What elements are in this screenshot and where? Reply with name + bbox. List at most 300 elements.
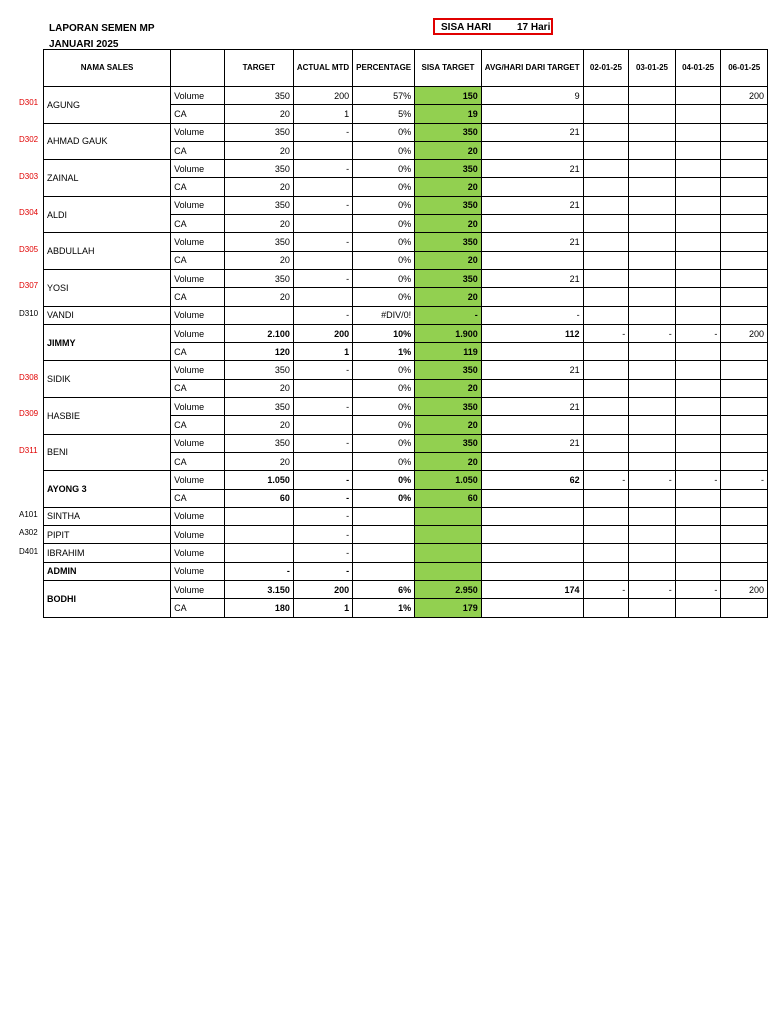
date-2-cell bbox=[629, 160, 676, 178]
percentage-cell: 0% bbox=[353, 251, 415, 269]
date-1-cell bbox=[583, 361, 629, 379]
date-3-cell bbox=[675, 160, 721, 178]
avg-cell: 21 bbox=[481, 434, 583, 452]
actual-cell: - bbox=[293, 306, 352, 324]
table-row bbox=[44, 269, 768, 287]
date-3-cell bbox=[675, 526, 721, 544]
percentage-cell: 0% bbox=[353, 489, 415, 507]
actual-cell: 1 bbox=[293, 343, 352, 361]
avg-cell: 112 bbox=[481, 324, 583, 342]
actual-cell: - bbox=[293, 562, 352, 580]
target-cell: 2.100 bbox=[224, 324, 293, 342]
date-2-cell: - bbox=[629, 471, 676, 489]
target-cell: 1.050 bbox=[224, 471, 293, 489]
sisa-target-cell: 20 bbox=[415, 215, 482, 233]
percentage-cell: 0% bbox=[353, 215, 415, 233]
target-cell: 20 bbox=[224, 416, 293, 434]
avg-cell: 21 bbox=[481, 361, 583, 379]
date-2-cell bbox=[629, 416, 676, 434]
sales-name: HASBIE bbox=[44, 398, 171, 435]
percentage-cell: 5% bbox=[353, 105, 415, 123]
sisa-target-cell bbox=[415, 562, 482, 580]
metric-label: Volume bbox=[171, 361, 225, 379]
target-cell: 120 bbox=[224, 343, 293, 361]
date-3-cell bbox=[675, 123, 721, 141]
avg-cell: 62 bbox=[481, 471, 583, 489]
avg-cell: 21 bbox=[481, 398, 583, 416]
percentage-cell: 0% bbox=[353, 233, 415, 251]
date-1-cell bbox=[583, 544, 629, 562]
metric-label: CA bbox=[171, 178, 225, 196]
date-3-cell bbox=[675, 599, 721, 617]
percentage-cell: 1% bbox=[353, 343, 415, 361]
target-cell: 350 bbox=[224, 196, 293, 214]
sisa-target-cell: 60 bbox=[415, 489, 482, 507]
sales-code: A101 bbox=[19, 510, 38, 520]
date-2-cell bbox=[629, 288, 676, 306]
sisa-target-cell: 20 bbox=[415, 288, 482, 306]
target-cell bbox=[224, 526, 293, 544]
actual-cell: 200 bbox=[293, 324, 352, 342]
date-3-cell: - bbox=[675, 324, 721, 342]
date-4-cell bbox=[721, 526, 768, 544]
date-2-cell bbox=[629, 544, 676, 562]
header-metric bbox=[171, 50, 225, 87]
date-4-cell bbox=[721, 398, 768, 416]
date-1-cell bbox=[583, 269, 629, 287]
header-target: TARGET bbox=[224, 50, 293, 87]
date-2-cell bbox=[629, 105, 676, 123]
sisa-target-cell: 1.900 bbox=[415, 324, 482, 342]
sales-code: D311 bbox=[19, 446, 38, 455]
sales-report-table bbox=[43, 49, 768, 618]
date-4-cell bbox=[721, 269, 768, 287]
percentage-cell: 0% bbox=[353, 471, 415, 489]
date-2-cell bbox=[629, 251, 676, 269]
metric-label: CA bbox=[171, 288, 225, 306]
actual-cell: 1 bbox=[293, 599, 352, 617]
date-3-cell bbox=[675, 379, 721, 397]
avg-cell bbox=[481, 105, 583, 123]
date-3-cell bbox=[675, 306, 721, 324]
target-cell: 20 bbox=[224, 215, 293, 233]
percentage-cell bbox=[353, 507, 415, 525]
percentage-cell: 0% bbox=[353, 196, 415, 214]
actual-cell bbox=[293, 379, 352, 397]
percentage-cell: 10% bbox=[353, 324, 415, 342]
date-3-cell bbox=[675, 544, 721, 562]
date-3-cell bbox=[675, 269, 721, 287]
sisa-target-cell: 2.950 bbox=[415, 581, 482, 599]
avg-cell bbox=[481, 288, 583, 306]
sisa-target-cell: 20 bbox=[415, 178, 482, 196]
date-2-cell bbox=[629, 343, 676, 361]
date-4-cell bbox=[721, 343, 768, 361]
metric-label: Volume bbox=[171, 123, 225, 141]
date-1-cell: - bbox=[583, 471, 629, 489]
metric-label: Volume bbox=[171, 306, 225, 324]
sales-code: D307 bbox=[19, 281, 39, 291]
percentage-cell: 0% bbox=[353, 452, 415, 470]
date-1-cell bbox=[583, 416, 629, 434]
date-3-cell bbox=[675, 215, 721, 233]
sales-name: AYONG 3 bbox=[44, 471, 171, 508]
sales-code: D302 bbox=[19, 134, 39, 144]
date-1-cell bbox=[583, 452, 629, 470]
actual-cell: - bbox=[293, 526, 352, 544]
sisa-target-cell bbox=[415, 526, 482, 544]
metric-label: Volume bbox=[171, 526, 225, 544]
percentage-cell bbox=[353, 544, 415, 562]
date-4-cell bbox=[721, 251, 768, 269]
date-1-cell bbox=[583, 196, 629, 214]
actual-cell: - bbox=[293, 544, 352, 562]
actual-cell: - bbox=[293, 507, 352, 525]
date-2-cell bbox=[629, 507, 676, 525]
date-4-cell bbox=[721, 452, 768, 470]
date-4-cell bbox=[721, 196, 768, 214]
date-4-cell: - bbox=[721, 471, 768, 489]
sisa-target-cell bbox=[415, 544, 482, 562]
date-2-cell bbox=[629, 489, 676, 507]
percentage-cell: #DIV/0! bbox=[353, 306, 415, 324]
date-3-cell bbox=[675, 87, 721, 105]
avg-cell bbox=[481, 251, 583, 269]
date-2-cell bbox=[629, 379, 676, 397]
target-cell: 180 bbox=[224, 599, 293, 617]
sales-name: JIMMY bbox=[44, 324, 171, 361]
date-1-cell bbox=[583, 306, 629, 324]
sales-code: D305 bbox=[19, 244, 39, 254]
actual-cell bbox=[293, 288, 352, 306]
sales-name: VANDI bbox=[44, 306, 171, 324]
metric-label: CA bbox=[171, 379, 225, 397]
table-row bbox=[44, 361, 768, 379]
date-2-cell: - bbox=[629, 324, 676, 342]
date-2-cell bbox=[629, 526, 676, 544]
date-2-cell bbox=[629, 196, 676, 214]
table-row bbox=[44, 233, 768, 251]
target-cell bbox=[224, 544, 293, 562]
sales-name: IBRAHIM bbox=[44, 544, 171, 562]
date-4-cell bbox=[721, 416, 768, 434]
header-row bbox=[44, 50, 768, 87]
header-sisa-target: SISA TARGET bbox=[415, 50, 482, 87]
metric-label: Volume bbox=[171, 160, 225, 178]
percentage-cell: 0% bbox=[353, 434, 415, 452]
date-2-cell bbox=[629, 361, 676, 379]
metric-label: Volume bbox=[171, 398, 225, 416]
percentage-cell: 57% bbox=[353, 87, 415, 105]
percentage-cell: 0% bbox=[353, 123, 415, 141]
table-row bbox=[44, 526, 768, 544]
header-percentage: PERCENTAGE bbox=[353, 50, 415, 87]
date-2-cell bbox=[629, 306, 676, 324]
metric-label: Volume bbox=[171, 507, 225, 525]
date-1-cell bbox=[583, 233, 629, 251]
date-1-cell bbox=[583, 123, 629, 141]
table-row bbox=[44, 434, 768, 452]
sales-name: PIPIT bbox=[44, 526, 171, 544]
date-3-cell: - bbox=[675, 581, 721, 599]
report-title: LAPORAN SEMEN MP bbox=[49, 23, 155, 34]
sales-name: ADMIN bbox=[44, 562, 171, 580]
header-date-3: 04-01-25 bbox=[675, 50, 721, 87]
date-4-cell bbox=[721, 489, 768, 507]
table-row bbox=[44, 544, 768, 562]
header-date-2: 03-01-25 bbox=[629, 50, 676, 87]
sisa-target-cell: 20 bbox=[415, 141, 482, 159]
date-1-cell bbox=[583, 507, 629, 525]
table-row bbox=[44, 471, 768, 489]
actual-cell: - bbox=[293, 269, 352, 287]
percentage-cell bbox=[353, 562, 415, 580]
date-3-cell: - bbox=[675, 471, 721, 489]
percentage-cell: 6% bbox=[353, 581, 415, 599]
percentage-cell: 0% bbox=[353, 379, 415, 397]
sisa-target-cell: 350 bbox=[415, 196, 482, 214]
date-1-cell bbox=[583, 215, 629, 233]
actual-cell bbox=[293, 251, 352, 269]
actual-cell: - bbox=[293, 398, 352, 416]
date-3-cell bbox=[675, 416, 721, 434]
date-2-cell bbox=[629, 123, 676, 141]
date-1-cell bbox=[583, 599, 629, 617]
date-4-cell bbox=[721, 379, 768, 397]
sisa-target-cell: 20 bbox=[415, 251, 482, 269]
avg-cell bbox=[481, 562, 583, 580]
date-1-cell bbox=[583, 379, 629, 397]
date-1-cell bbox=[583, 251, 629, 269]
date-4-cell bbox=[721, 233, 768, 251]
date-3-cell bbox=[675, 141, 721, 159]
avg-cell bbox=[481, 178, 583, 196]
date-3-cell bbox=[675, 562, 721, 580]
avg-cell: 21 bbox=[481, 269, 583, 287]
actual-cell bbox=[293, 452, 352, 470]
sisa-target-cell: 20 bbox=[415, 452, 482, 470]
date-2-cell: - bbox=[629, 581, 676, 599]
date-1-cell bbox=[583, 178, 629, 196]
metric-label: Volume bbox=[171, 324, 225, 342]
table-row bbox=[44, 87, 768, 105]
date-2-cell bbox=[629, 269, 676, 287]
metric-label: Volume bbox=[171, 269, 225, 287]
sisa-target-cell: 350 bbox=[415, 269, 482, 287]
table-row bbox=[44, 324, 768, 342]
date-2-cell bbox=[629, 141, 676, 159]
date-2-cell bbox=[629, 215, 676, 233]
sisa-target-cell: 350 bbox=[415, 160, 482, 178]
header-date-1: 02-01-25 bbox=[583, 50, 629, 87]
actual-cell bbox=[293, 215, 352, 233]
avg-cell bbox=[481, 379, 583, 397]
table-row bbox=[44, 306, 768, 324]
sisa-target-cell: 179 bbox=[415, 599, 482, 617]
sisa-target-cell: 350 bbox=[415, 233, 482, 251]
metric-label: Volume bbox=[171, 196, 225, 214]
sisa-target-cell: 150 bbox=[415, 87, 482, 105]
date-4-cell bbox=[721, 123, 768, 141]
table-row bbox=[44, 562, 768, 580]
metric-label: CA bbox=[171, 343, 225, 361]
metric-label: Volume bbox=[171, 434, 225, 452]
percentage-cell: 0% bbox=[353, 160, 415, 178]
target-cell: 20 bbox=[224, 141, 293, 159]
sales-name: BODHI bbox=[44, 581, 171, 618]
date-4-cell bbox=[721, 361, 768, 379]
table-row bbox=[44, 581, 768, 599]
sales-code: D310 bbox=[19, 308, 39, 318]
sales-code: D401 bbox=[19, 546, 39, 556]
date-4-cell bbox=[721, 507, 768, 525]
percentage-cell: 0% bbox=[353, 269, 415, 287]
actual-cell: 200 bbox=[293, 87, 352, 105]
avg-cell: 21 bbox=[481, 160, 583, 178]
date-2-cell bbox=[629, 452, 676, 470]
actual-cell: - bbox=[293, 434, 352, 452]
date-3-cell bbox=[675, 452, 721, 470]
sisa-target-cell: 20 bbox=[415, 416, 482, 434]
avg-cell bbox=[481, 507, 583, 525]
target-cell bbox=[224, 306, 293, 324]
sales-name: ZAINAL bbox=[44, 160, 171, 197]
sales-name: ALDI bbox=[44, 196, 171, 233]
sisa-target-cell bbox=[415, 507, 482, 525]
date-3-cell bbox=[675, 507, 721, 525]
target-cell: 20 bbox=[224, 288, 293, 306]
date-3-cell bbox=[675, 288, 721, 306]
date-4-cell bbox=[721, 288, 768, 306]
sisa-hari-box bbox=[433, 18, 553, 35]
avg-cell bbox=[481, 215, 583, 233]
avg-cell: 21 bbox=[481, 196, 583, 214]
avg-cell bbox=[481, 489, 583, 507]
sisa-target-cell: - bbox=[415, 306, 482, 324]
date-1-cell bbox=[583, 489, 629, 507]
metric-label: CA bbox=[171, 489, 225, 507]
target-cell: 350 bbox=[224, 123, 293, 141]
sales-name: ABDULLAH bbox=[44, 233, 171, 270]
metric-label: CA bbox=[171, 416, 225, 434]
date-1-cell bbox=[583, 562, 629, 580]
date-4-cell: 200 bbox=[721, 87, 768, 105]
percentage-cell: 1% bbox=[353, 599, 415, 617]
percentage-cell: 0% bbox=[353, 361, 415, 379]
target-cell: 20 bbox=[224, 452, 293, 470]
sales-code: D308 bbox=[19, 372, 39, 382]
sales-name: AHMAD GAUK bbox=[44, 123, 171, 160]
table-row bbox=[44, 398, 768, 416]
date-4-cell bbox=[721, 434, 768, 452]
avg-cell bbox=[481, 526, 583, 544]
actual-cell: - bbox=[293, 471, 352, 489]
date-1-cell bbox=[583, 526, 629, 544]
target-cell: 350 bbox=[224, 87, 293, 105]
sales-name: YOSI bbox=[44, 269, 171, 306]
sisa-target-cell: 1.050 bbox=[415, 471, 482, 489]
date-4-cell bbox=[721, 562, 768, 580]
sisa-target-cell: 350 bbox=[415, 434, 482, 452]
date-2-cell bbox=[629, 599, 676, 617]
date-4-cell bbox=[721, 544, 768, 562]
actual-cell: - bbox=[293, 123, 352, 141]
sales-name: SIDIK bbox=[44, 361, 171, 398]
date-4-cell bbox=[721, 306, 768, 324]
sisa-target-cell: 119 bbox=[415, 343, 482, 361]
avg-cell bbox=[481, 416, 583, 434]
date-4-cell bbox=[721, 178, 768, 196]
table-row bbox=[44, 123, 768, 141]
metric-label: CA bbox=[171, 251, 225, 269]
sales-name: SINTHA bbox=[44, 507, 171, 525]
date-3-cell bbox=[675, 398, 721, 416]
sales-code: D303 bbox=[19, 171, 39, 181]
target-cell: 350 bbox=[224, 233, 293, 251]
avg-cell bbox=[481, 141, 583, 159]
date-1-cell bbox=[583, 398, 629, 416]
avg-cell bbox=[481, 343, 583, 361]
date-4-cell bbox=[721, 599, 768, 617]
actual-cell bbox=[293, 141, 352, 159]
date-3-cell bbox=[675, 105, 721, 123]
sales-code: A302 bbox=[19, 528, 38, 538]
date-3-cell bbox=[675, 251, 721, 269]
date-2-cell bbox=[629, 434, 676, 452]
date-2-cell bbox=[629, 398, 676, 416]
metric-label: CA bbox=[171, 141, 225, 159]
date-3-cell bbox=[675, 489, 721, 507]
avg-cell: 21 bbox=[481, 233, 583, 251]
sisa-hari-value: 17 Hari bbox=[517, 22, 551, 33]
actual-cell: - bbox=[293, 361, 352, 379]
metric-label: Volume bbox=[171, 87, 225, 105]
target-cell: 20 bbox=[224, 379, 293, 397]
target-cell: 20 bbox=[224, 251, 293, 269]
header-date-4: 06-01-25 bbox=[721, 50, 768, 87]
target-cell: 350 bbox=[224, 398, 293, 416]
date-1-cell bbox=[583, 343, 629, 361]
sisa-target-cell: 350 bbox=[415, 361, 482, 379]
percentage-cell: 0% bbox=[353, 141, 415, 159]
date-1-cell bbox=[583, 434, 629, 452]
date-2-cell bbox=[629, 562, 676, 580]
date-4-cell: 200 bbox=[721, 581, 768, 599]
percentage-cell: 0% bbox=[353, 416, 415, 434]
date-1-cell bbox=[583, 141, 629, 159]
date-2-cell bbox=[629, 178, 676, 196]
metric-label: Volume bbox=[171, 471, 225, 489]
metric-label: CA bbox=[171, 105, 225, 123]
table-row bbox=[44, 507, 768, 525]
target-cell: 350 bbox=[224, 160, 293, 178]
metric-label: Volume bbox=[171, 562, 225, 580]
sales-code: D309 bbox=[19, 409, 39, 419]
actual-cell: - bbox=[293, 196, 352, 214]
header-avg-hari: AVG/HARI DARI TARGET bbox=[481, 50, 583, 87]
sales-name: BENI bbox=[44, 434, 171, 471]
actual-cell bbox=[293, 416, 352, 434]
metric-label: CA bbox=[171, 599, 225, 617]
actual-cell: - bbox=[293, 233, 352, 251]
percentage-cell: 0% bbox=[353, 178, 415, 196]
sisa-hari-label: SISA HARI bbox=[441, 22, 492, 33]
avg-cell: 21 bbox=[481, 123, 583, 141]
avg-cell bbox=[481, 452, 583, 470]
actual-cell: - bbox=[293, 489, 352, 507]
target-cell: - bbox=[224, 562, 293, 580]
target-cell: 350 bbox=[224, 361, 293, 379]
